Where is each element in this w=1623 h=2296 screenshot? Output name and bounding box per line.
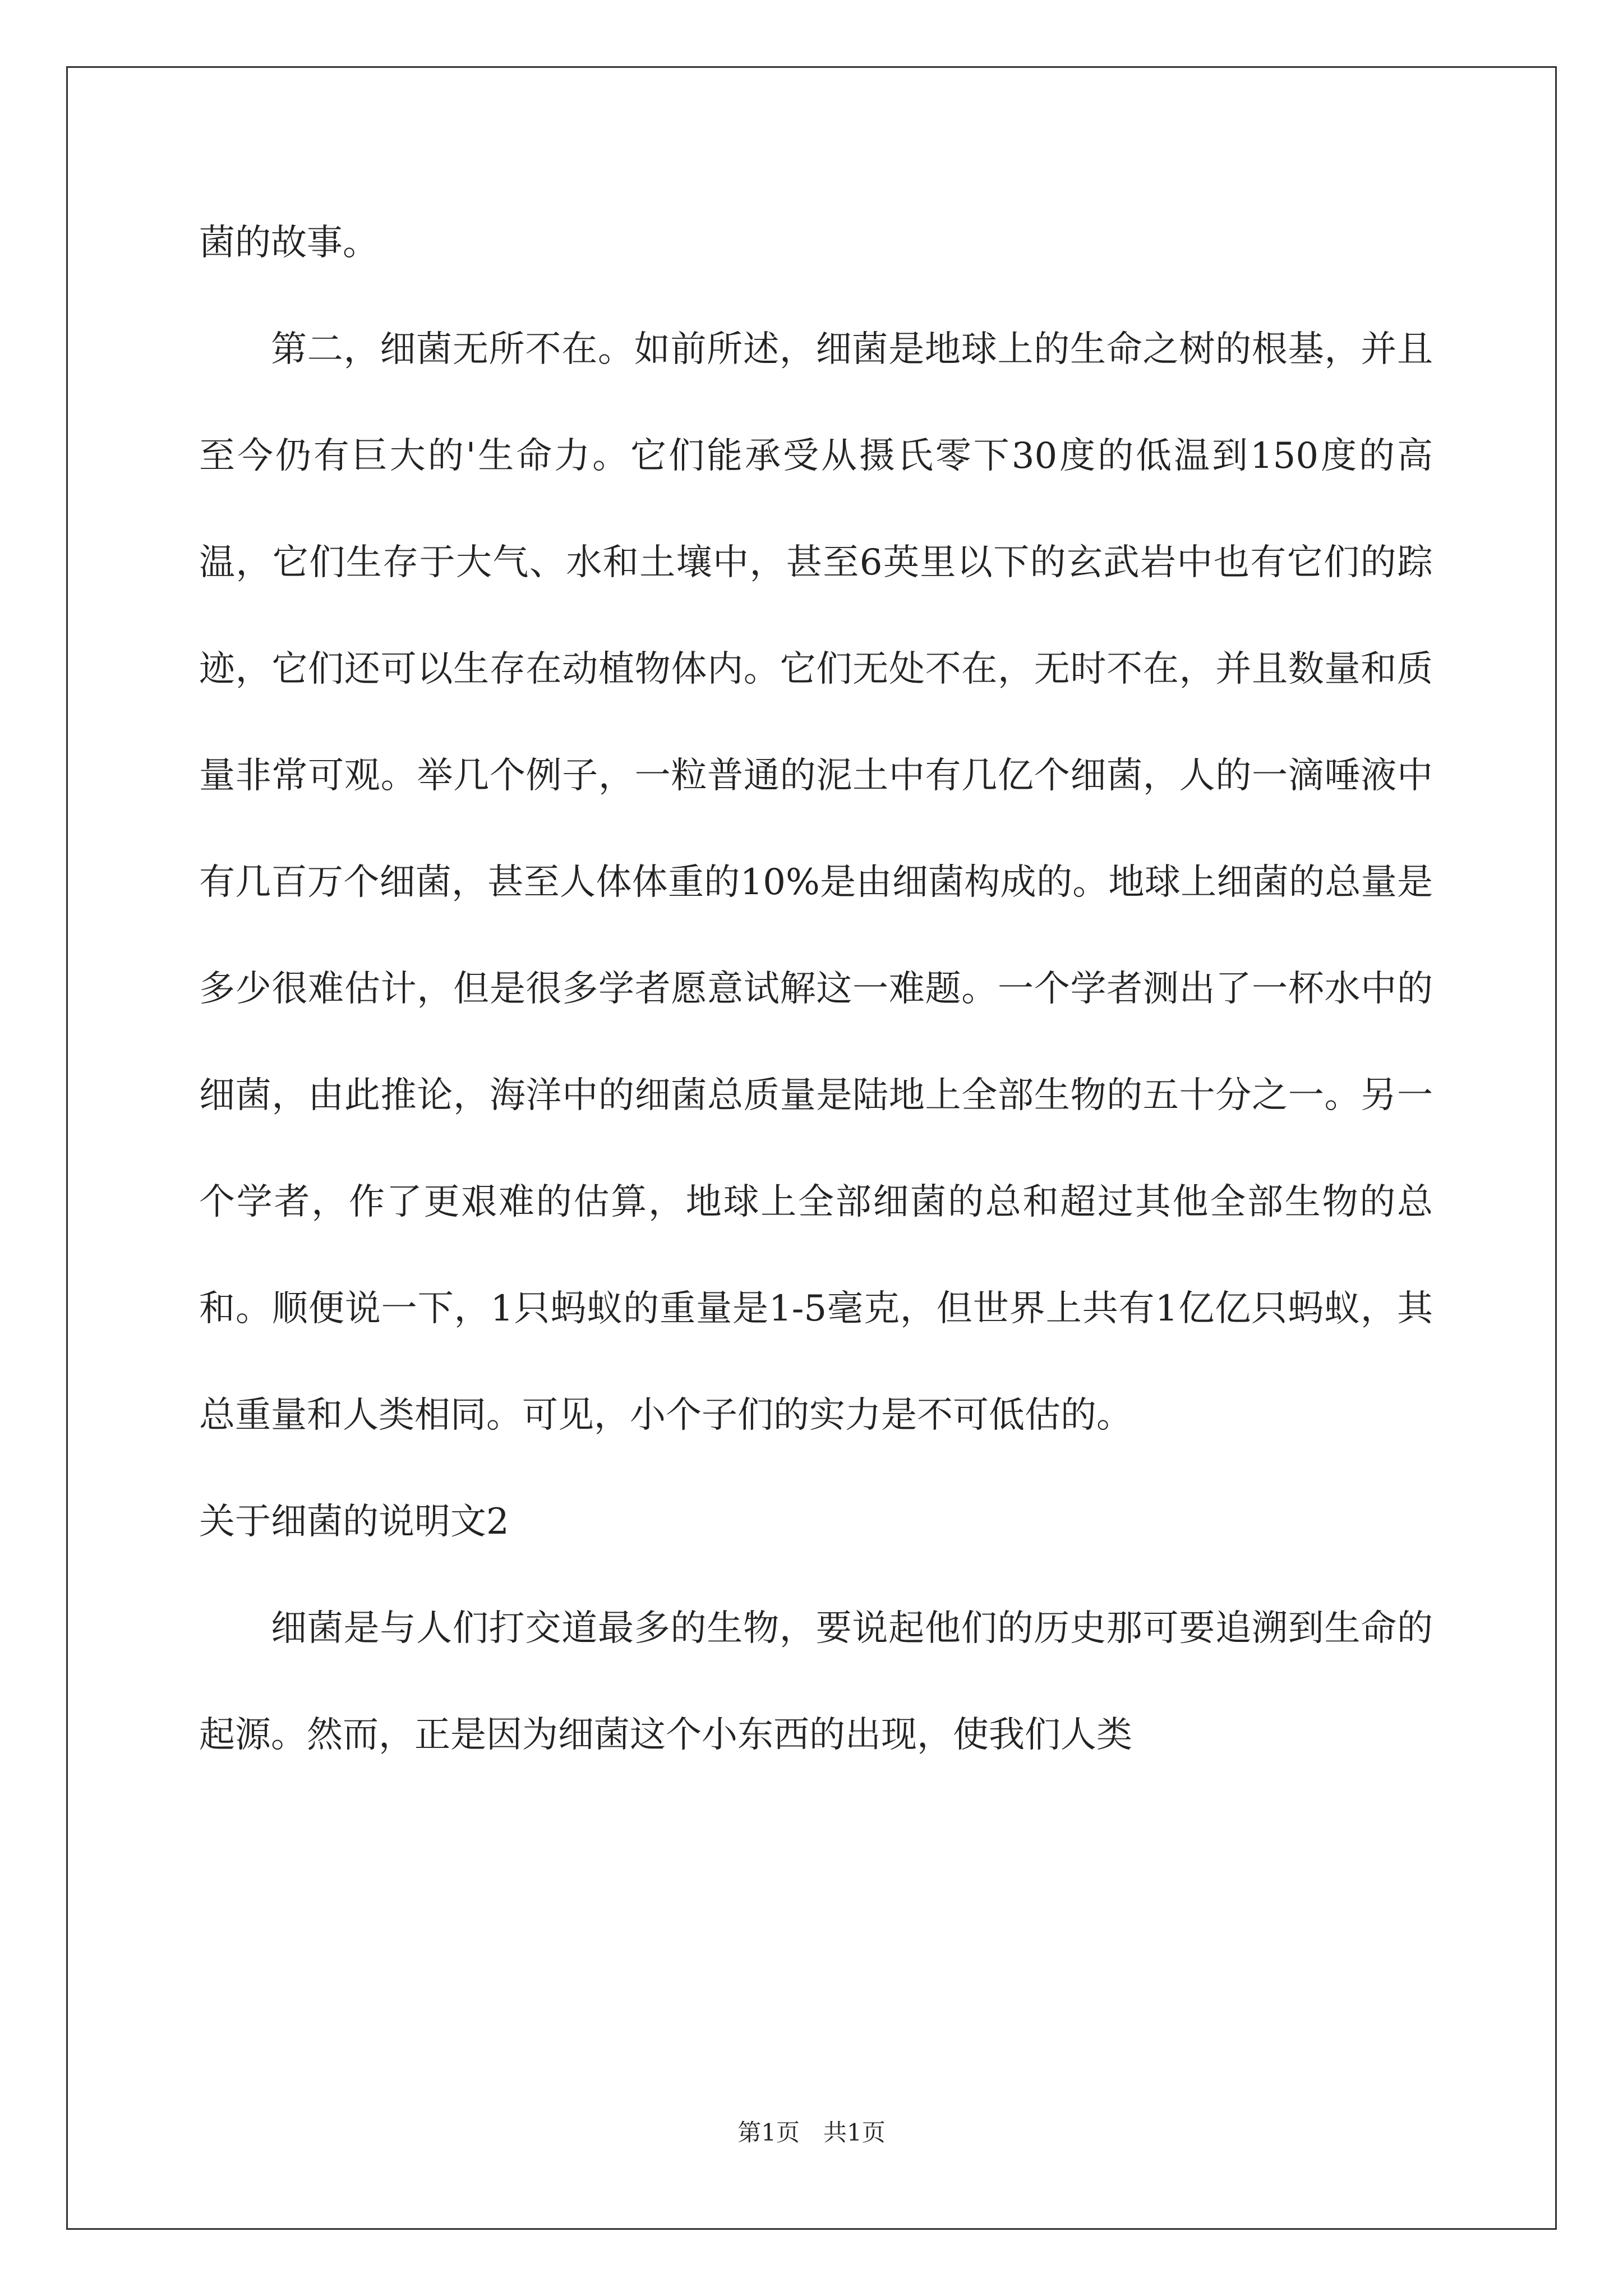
page-number-footer: 第1页 共1页 <box>737 2119 886 2146</box>
paragraph-bacteria-history: 细菌是与人们打交道最多的生物，要说起他们的历史那可要追溯到生命的起源。然而，正是因为细菌这个小东西的出现，使我们人类 <box>199 1608 1433 1756</box>
paragraph-bacteria-everywhere: 第二，细菌无所不在。如前所述，细菌是地球上的生命之树的根基，并且至今仍有巨大的'生命力。它们能承受从摄氏零下30度的低温到150度的高温，它们生存于大气、水和土壤中，甚至6英里以下的玄武岩中也有它们的踪迹，它们还可以生存在动植物体内。它们无处不在，无时不在，并且数量和质量非常可观。举几个例子，一粒普通的泥土中有几亿个细菌，人的一滴唾液中有几百万个细菌，甚至人体体重的10%是由细菌构成的。地球上细菌的总量是多少很难估计，但是很多学者愿意试解这一难题。一个学者测出了一杯水中的细菌，由此推论，海洋中的细菌总质量是陆地上全部生物的五十分之一。另一个学者，作了更艰难的估算，地球上全部细菌的总和超过其他全部生物的总和。顺便说一下，1只蚂蚁的重量是1-5毫克，但世界上共有1亿亿只蚂蚁，其总重量和人类相同。可见，小个子们的实力是不可低估的。 <box>199 329 1433 1436</box>
paragraph-continuation: 菌的故事。 <box>199 222 379 264</box>
document-body <box>199 190 1433 1788</box>
section-heading: 关于细菌的说明文2 <box>199 1501 509 1543</box>
